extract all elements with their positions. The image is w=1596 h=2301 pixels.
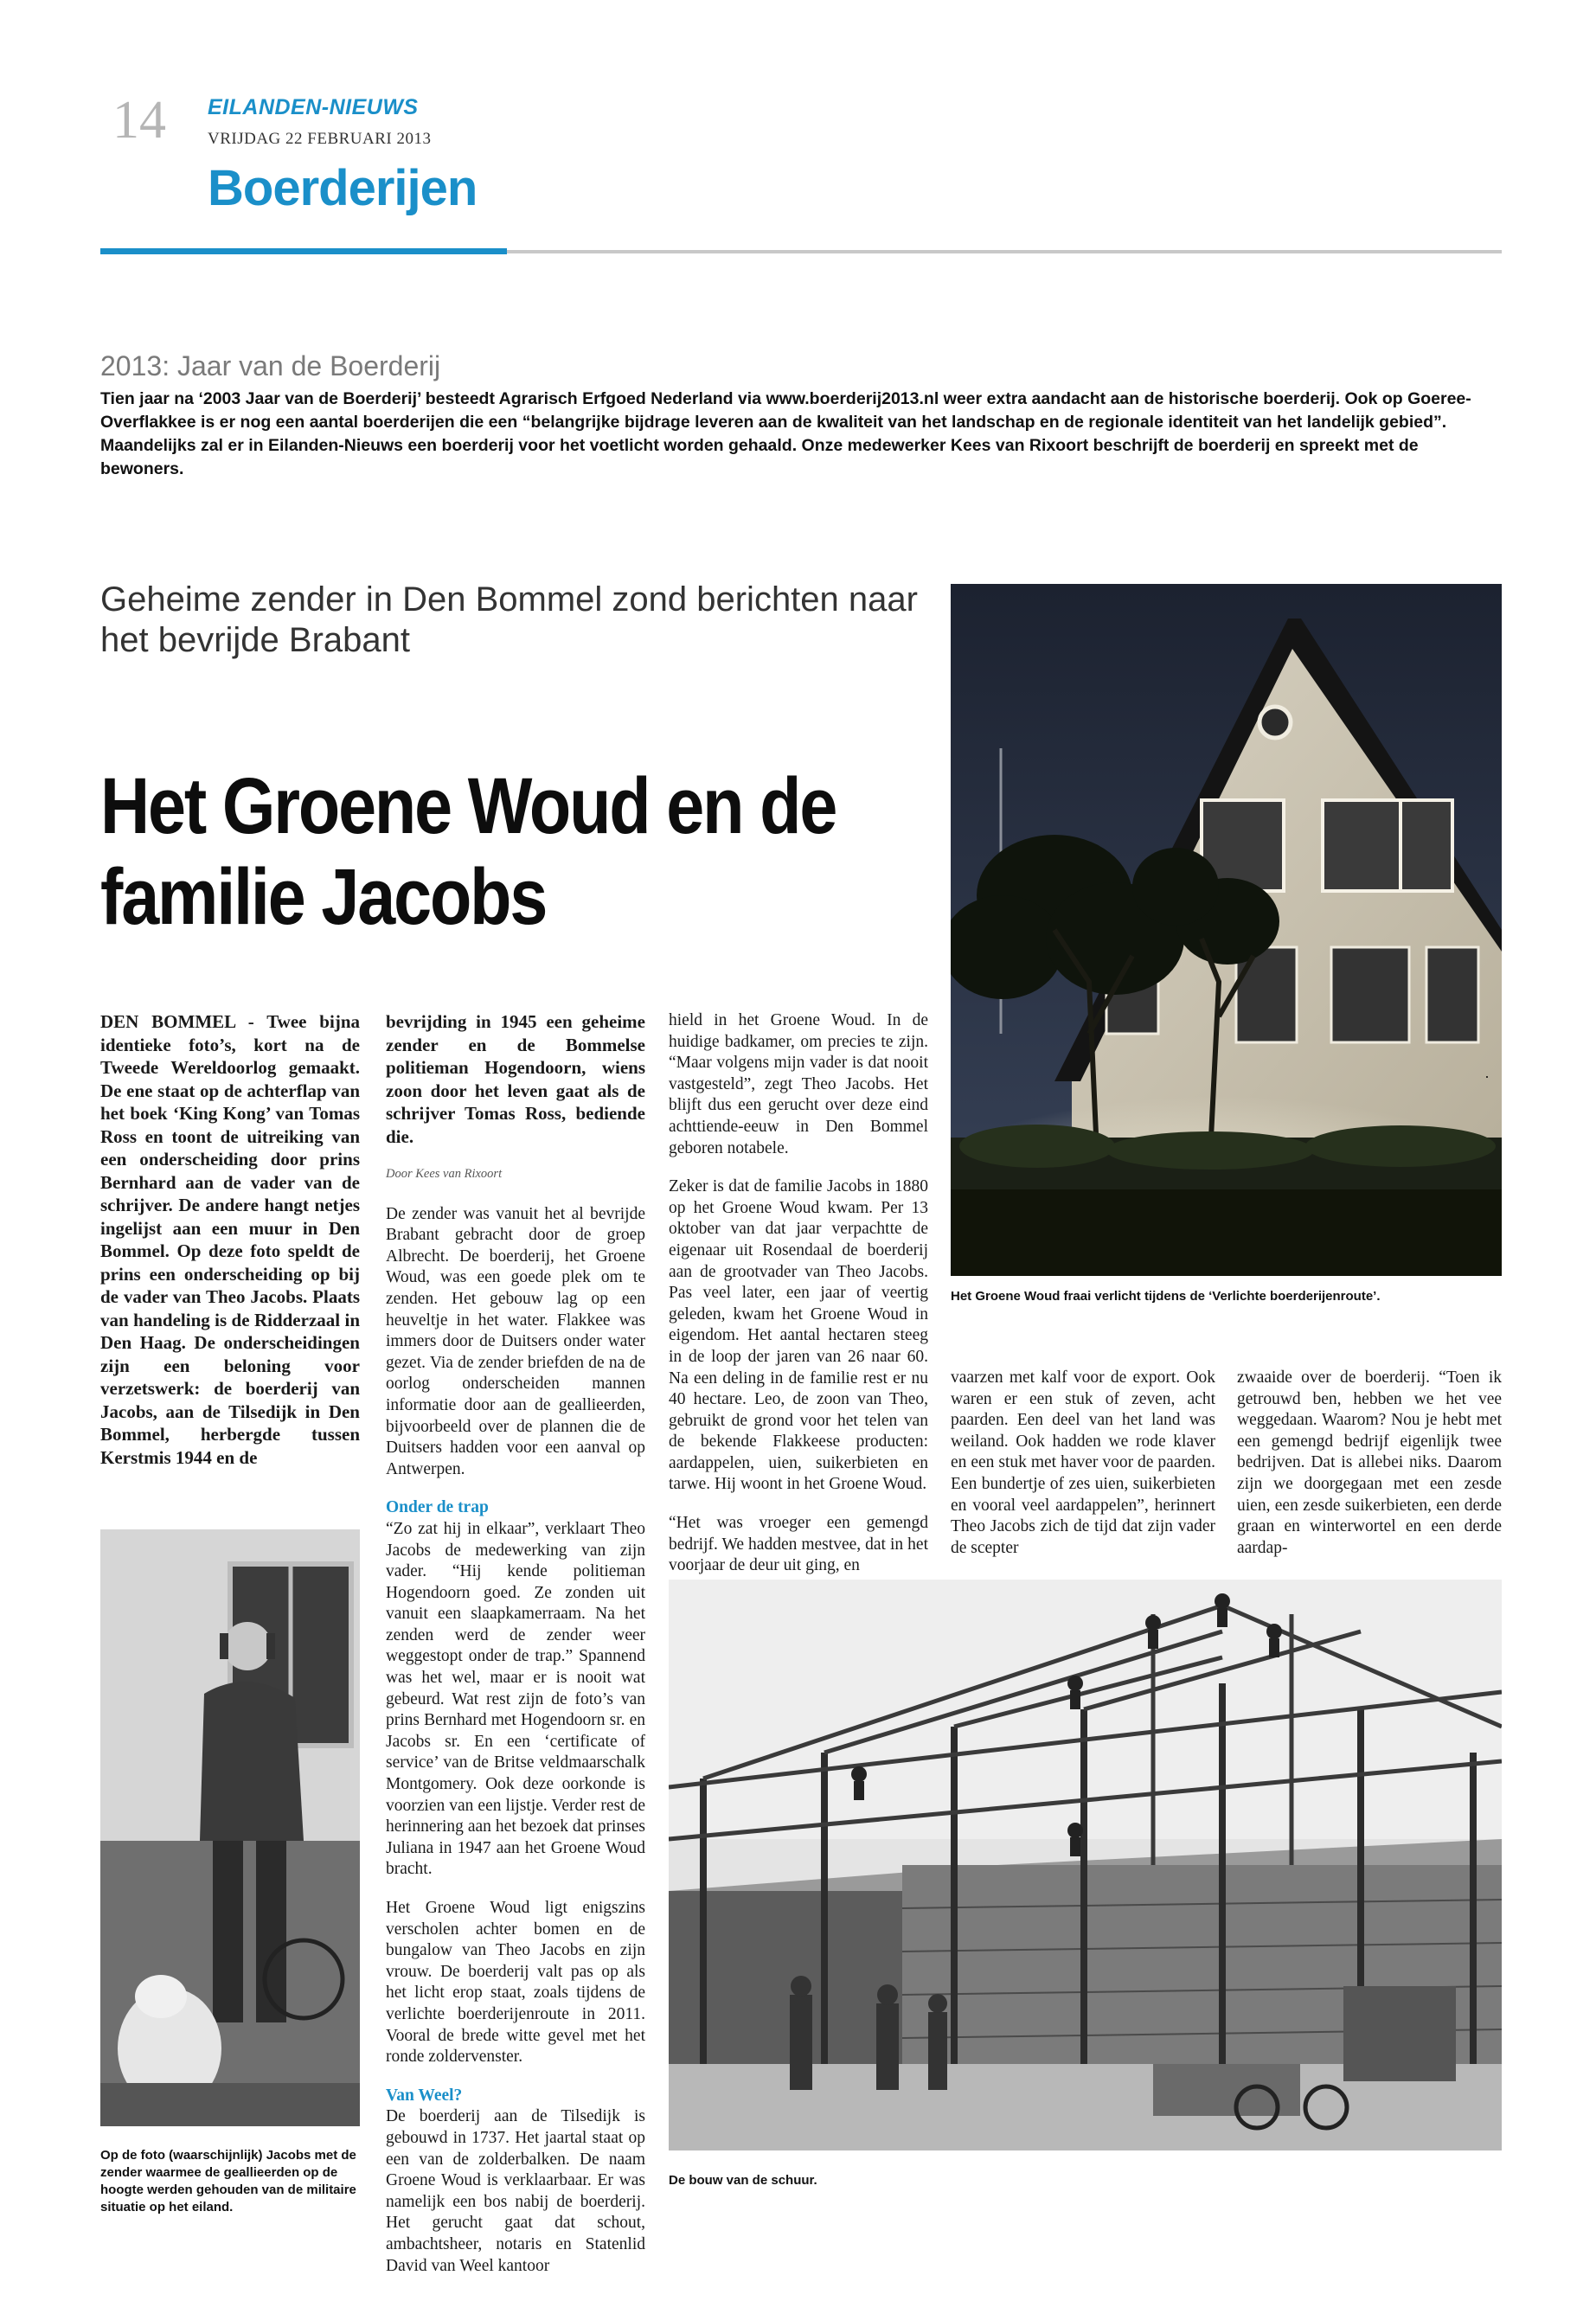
paragraph: hield in het Groene Woud. In de huidige badkamer, om precies te zijn. “Maar volgens mijn vader is dat nooit vastgesteld”, zegt Theo Jacobs. Het blijft dus een gerucht over deze eind achttiende-eeuw in Den Bommel geboren notabele. xyxy=(669,1011,928,1157)
headline-line-2: familie Jacobs xyxy=(100,853,547,941)
farmhouse-photo-caption: Het Groene Woud fraai verlicht tijdens de ‘Verlichte boerderijenroute’. xyxy=(951,1289,1381,1304)
article-lead-column-1: DEN BOMMEL - Twee bijna identieke foto’s, kort na de Tweede Wereldoorlog gemaakt. De ene staat op de achterflap van het boek ‘King Kong’ van Tomas Ross en toont de uitreiking van een onderscheiding door prins Bernhard aan de vader van de schrijver. De andere hangt netjes ingelijst aan een muur in Den Bommel. Op deze foto speldt de prins een onderscheiding op bij de vader van Theo Jacobs. Plaats van handeling is de Ridderzaal in Den Haag. De onderscheidingen zijn een beloning voor verzetswerk: de boerderij van Jacobs, aan de Tilsedijk in Den Bommel, herbergde tussen Kerstmis 1944 en de xyxy=(100,1011,360,1468)
paragraph: “Het was vroeger een gemengd bedrijf. We hadden mestvee, dat in het voorjaar de deur uit ging, en xyxy=(669,1514,928,1575)
section-rule xyxy=(507,250,1502,253)
barn-construction-photo xyxy=(669,1580,1502,2150)
intro-text: Tien jaar na ‘2003 Jaar van de Boerderij’ besteedt Agrarisch Erfgoed Nederland via www.boerderij2013.nl weer extra aandacht aan de historische boerderij. Ook op Goeree-Overflakkee is er nog een aantal boerderijen die een “belangrijke bijdrage leveren aan de kwaliteit van het landschap en de regionale identiteit van het landelijk gebied”. Maandelijks zal er in Eilanden-Nieuws een boerderij voor het voetlicht worden gehaald. Onze medewerker Kees van Rixoort beschrijft de boerderij en spreekt met de bewoners. xyxy=(100,389,1471,478)
farmhouse-photo xyxy=(951,584,1502,1276)
article-column-5 xyxy=(1237,1368,1502,1576)
article-column-3 xyxy=(669,1010,928,1594)
article-headline xyxy=(100,761,836,943)
barn-photo-caption: De bouw van de schuur. xyxy=(669,2173,817,2188)
paragraph: Zeker is dat de familie Jacobs in 1880 op het Groene Woud kwam. Per 13 oktober van dat jaar verpachtte de eigenaar uit Rosendaal de boerderij aan de grootvader van Theo Jacobs. Pas veel later, een jaar of veertig geleden, kwam het Groene Woud in eigendom. Het aantal hectaren steeg in de loop der jaren van 26 naar 60. Na een deling in de familie rest er nu 40 hectare. Leo, de zoon van Theo, gebruikt de grond voor het telen van de bekende Flakkeese producten: aardappelen, uien, suikerbieten en tarwe. Hij woont in het Groene Woud. xyxy=(669,1177,928,1494)
headline-line-1: Het Groene Woud en de xyxy=(100,762,836,850)
article-kicker: Geheime zender in Den Bommel zond berichten naar het bevrijde Brabant xyxy=(100,580,918,659)
paragraph: “Zo zat hij in elkaar”, verklaart Theo Jacobs de medewerking van zijn vader. “Hij kende politieman Hogendoorn goed. Ze zonden uit vanuit een slaapkamerraam. Na het zenden werd de zender weer weggestopt onder de trap.” Spannend was het wel, maar er is nooit wat gebeurd. Wat rest zijn de foto’s van prins Bernhard met Hogendoorn sr. en Jacobs sr. En een ‘certificate of service’ van de Britse veldmaarschalk Montgomery. Ook deze oorkonde is voorzien van een lijstje. Verder rest de herinnering aan het bezoek dat prinses Juliana in 1947 aan het Groene Woud bracht. xyxy=(386,1519,645,1879)
issue-date: VRIJDAG 22 FEBRUARI 2013 xyxy=(208,130,432,148)
portrait-photo-caption: Op de foto (waarschijnlijk) Jacobs met de zender waarmee de geallieerden op de hoogte werden gehouden van de militaire situatie op het eiland. xyxy=(100,2148,356,2214)
paragraph: De boerderij aan de Tilsedijk is gebouwd in 1737. Het jaartal staat op een van de zolderbalken. De naam Groene Woud is verklaarbaar. Er was namelijk een bos nabij de boerderij. Het gerucht gaat dat schout, ambachtsheer, notaris en Statenlid David van Weel kantoor xyxy=(386,2107,645,2275)
farmhouse-night-illustration xyxy=(951,584,1502,1276)
man-with-transmitter-illustration xyxy=(100,1529,360,2126)
byline: Door Kees van Rixoort xyxy=(386,1167,503,1181)
paragraph: De zender was vanuit het al bevrijde Brabant gebracht door de groep Albrecht. De boerderij, het Groene Woud, was een goede plek om te zenden. Het gebouw lag op een heuveltje in het water. Flakkee was immers door de Duitsers onder water gezet. Via de zender briefden de na de oorlog onderscheiden mannen informatie door aan de geallieerden, bijvoorbeeld over de plannen die de Duitsers hadden voor een aanval op Antwerpen. xyxy=(386,1204,645,1478)
masthead-logo: EILANDEN-NIEUWS xyxy=(208,95,419,119)
section-rule-accent xyxy=(100,248,507,254)
paragraph: vaarzen met kalf voor de export. Ook waren er een stuk of zeven, acht paarden. Een deel van het land was weiland. Ook hadden we rode klaver en een stuk met haver voor de paarden. Een bundertje of zes uien, suikerbieten en vooral veel aardappelen”, herinnert Theo Jacobs zich de tijd dat zijn vader de scepter xyxy=(951,1368,1215,1557)
article-column-4 xyxy=(951,1368,1215,1576)
barn-construction-illustration xyxy=(669,1580,1502,2150)
portrait-photo xyxy=(100,1529,360,2126)
article-lead-column-2: bevrijding in 1945 een geheime zender en de Bommelse politieman Hogendoorn, wiens zoon door het leven gaat als de schrijver Tomas Ross, bediende die. xyxy=(386,1011,645,1147)
subhead-van-weel: Van Weel? xyxy=(386,2086,463,2105)
section-title: Boerderijen xyxy=(208,160,478,216)
subhead-onder-de-trap: Onder de trap xyxy=(386,1498,489,1517)
paragraph: Het Groene Woud ligt enigszins verscholen achter bomen en de bungalow van Theo Jacobs en zijn vrouw. De boerderij valt pas op als het licht erop staat, zoals tijdens de verlichte boerderijenroute in 2011. Vooral de brede witte gevel met het ronde zoldervenster. xyxy=(386,1899,645,2067)
article-column-2 xyxy=(386,1010,645,2294)
paragraph: zwaaide over de boerderij. “Toen ik getrouwd ben, hebben we het vee weggedaan. Waarom? Nou je hebt met een gemengd bedrijf eigenlijk twee bedrijven. Dat is allebei niks. Daarom zijn we doorgegaan met een zesde uien, een zesde suikerbieten, een derde graan en winterwortel en een derde aardap- xyxy=(1237,1368,1502,1557)
intro-heading: 2013: Jaar van de Boerderij xyxy=(100,350,441,381)
page-number: 14 xyxy=(112,91,166,150)
